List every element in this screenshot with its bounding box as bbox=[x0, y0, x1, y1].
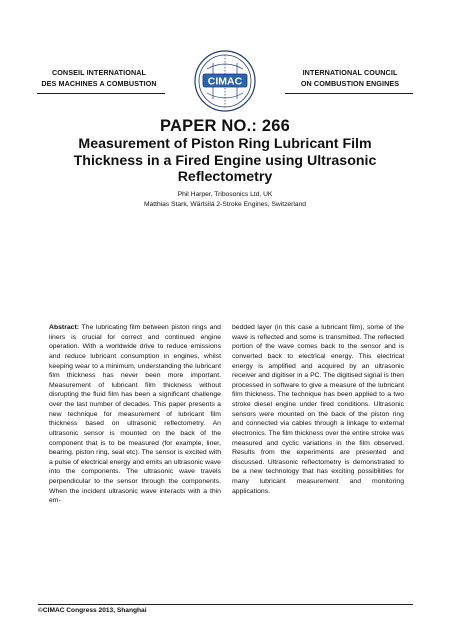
paper-title bbox=[30, 136, 420, 186]
paper-number: PAPER NO.: 266 bbox=[160, 117, 290, 135]
paper-title-line2: Thickness in a Fired Engine using Ultrasonic bbox=[73, 152, 377, 169]
cimac-logo bbox=[193, 49, 257, 113]
council-name-english bbox=[275, 68, 425, 89]
abstract-text-left: The lubricating film between piston rings and liners is crucial for correct and continued engine operation. With a worldwide drive to reduce emissions and reduce lubricant consumption in engines, whilst keeping wear to a minimum, understanding the lubricant film thickness has never been more important. Measurement of lubricant film thickness without disrupting the fluid film has been a significant challenge over the last number of decades. This paper presents a new technique for measurement of lubricant film thickness based on ultrasonic reflectometry. An ultrasonic sensor is mounted on the back of the component that is to be measured (for example, liner, bearing, piston ring, seal etc). The sensor is excited with a pulse of electrical energy and emits an ultrasonic wave into the components. The ultrasonic wave travels perpendicular to the sensor through the components. When the incident ultrasonic wave interacts with a thin em- bbox=[49, 324, 221, 505]
author-2: Matthias Stark, Wärtsilä 2-Stroke Engines, Switzerland bbox=[143, 200, 307, 208]
council-name-english-line1: INTERNATIONAL COUNCIL bbox=[302, 68, 398, 77]
council-name-french-line2: DES MACHINES A COMBUSTION bbox=[41, 78, 157, 88]
abstract-label: Abstract: bbox=[49, 324, 80, 331]
footer-rule bbox=[38, 604, 413, 605]
author-list bbox=[0, 190, 450, 210]
council-name-english-line2: ON COMBUSTION ENGINES bbox=[300, 78, 400, 88]
footer-copyright: ©CIMAC Congress 2013, Shanghai bbox=[38, 607, 147, 614]
paper-title-line1: Measurement of Piston Ring Lubricant Film bbox=[78, 136, 372, 152]
abstract-column-left bbox=[49, 323, 221, 506]
abstract-column-right bbox=[232, 323, 404, 496]
paper-title-line3: Reflectometry bbox=[177, 169, 273, 185]
svg-text:CIMAC: CIMAC bbox=[207, 75, 243, 88]
council-name-french-line1: CONSEIL INTERNATIONAL bbox=[51, 68, 147, 77]
header-rule-left bbox=[37, 93, 165, 94]
council-name-french bbox=[24, 68, 174, 89]
author-1: Phil Harper, Tribosonics Ltd, UK bbox=[177, 191, 273, 198]
header-rule-right bbox=[285, 93, 413, 94]
abstract-text-right: bedded layer (in this case a lubricant film), some of the wave is reflected and some is transmitted. The reflected portion of the wave comes back to the sensor and is converted back to electrical energy. This electrical energy is amplified and acquired by an ultrasonic receiver and digitiser in a PC. The digitised signal is then processed in software to give a measure of the lubricant film thickness. The technique has been applied to a two stroke diesel engine under fired conditions. Ultrasonic sensors were mounted on the back of the piston ring and connected via cables through a linkage to external electronics. The film thickness over the entire stroke was measured and cyclic variations in the film observed. Results from the experiments are presented and discussed. Ultrasonic reflectometry is demonstrated to be a new technology that has exciting possibilities for many lubricant measurement and monitoring applications. bbox=[232, 324, 404, 495]
